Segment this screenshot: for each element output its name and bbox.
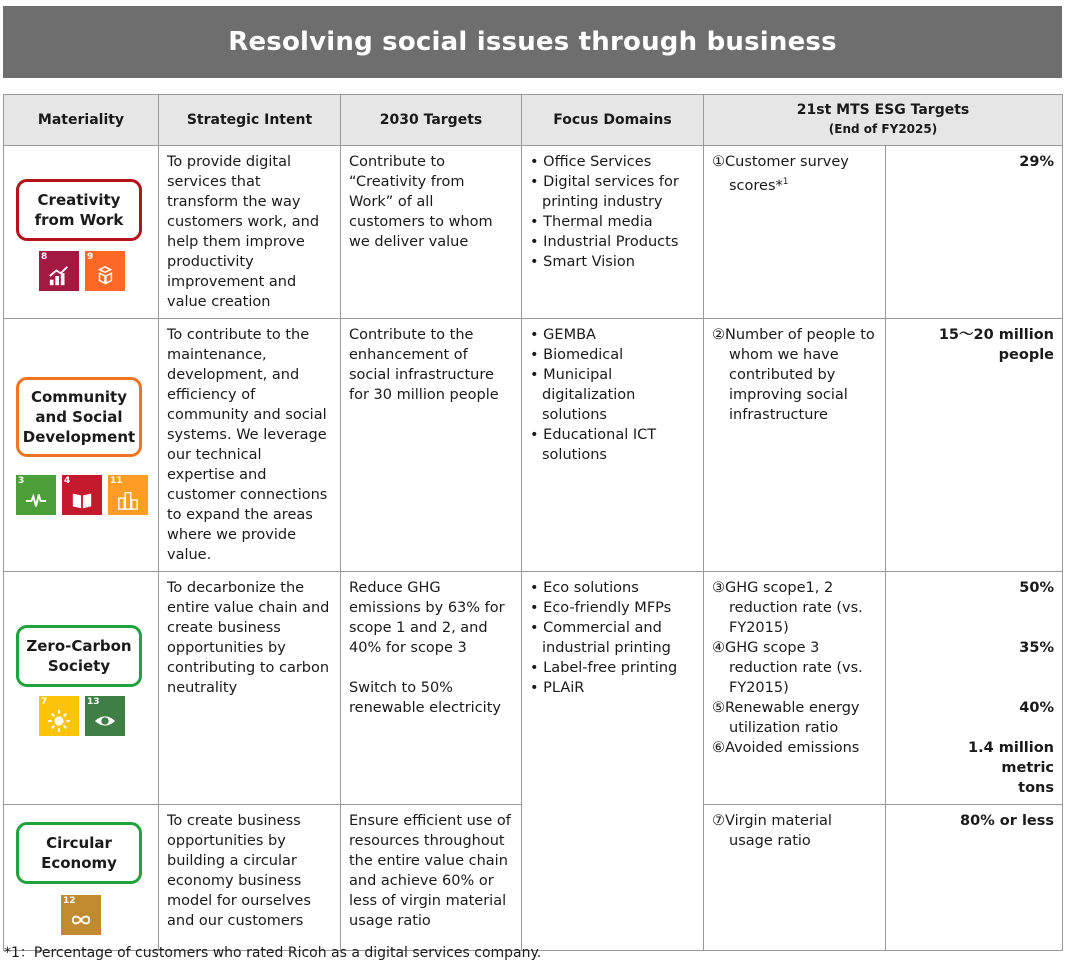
target-2030-text: Switch to 50% renewable electricity bbox=[349, 680, 501, 716]
focus-domains-cell bbox=[522, 572, 704, 951]
materiality-cell bbox=[4, 146, 159, 319]
sdg-icons bbox=[39, 696, 125, 736]
esg-target-label-cell: ①Customer survey scores*$^1$ bbox=[704, 146, 886, 319]
esg-target-value-cell: 15～20 million people bbox=[886, 319, 1063, 572]
header-materiality: Materiality bbox=[4, 95, 159, 146]
sdg-12-icon: 12 bbox=[61, 895, 101, 935]
page-banner: Resolving social issues through business bbox=[3, 6, 1062, 78]
focus-domains-cell bbox=[522, 319, 704, 572]
sun-icon bbox=[48, 710, 70, 732]
materiality-badge: Community and Social Development bbox=[16, 377, 142, 457]
materiality-badge: Circular Economy bbox=[16, 822, 142, 884]
sdg-icons bbox=[61, 895, 101, 935]
materiality-table bbox=[3, 94, 1063, 951]
strategic-intent-cell: To provide digital services that transform the way customers work, and help them improve productivity improvement and value creation bbox=[159, 146, 341, 319]
esg-target-label-cell: ③GHG scope1, 2 reduction rate (vs. FY2015) ④GHG scope 3 reduction rate (vs. FY2015) ⑤Renewable energy utilization ratio ⑥Avoided emissions bbox=[704, 572, 886, 805]
city-icon bbox=[117, 489, 139, 511]
table-row bbox=[4, 319, 1063, 572]
target-2030-cell bbox=[341, 572, 522, 805]
target-2030-cell: Ensure efficient use of resources throughout the entire value chain and achieve 60% or less of virgin material usage ratio bbox=[341, 805, 522, 951]
list-item: • Educational ICT solutions bbox=[530, 427, 657, 463]
esg-target-label-cell: ②Number of people to whom we have contributed by improving social infrastructure bbox=[704, 319, 886, 572]
header-row bbox=[4, 95, 1063, 146]
list-item: • Eco solutions bbox=[530, 580, 639, 596]
sdg-icons bbox=[39, 251, 125, 291]
strategic-intent-cell: To contribute to the maintenance, development, and efficiency of community and social systems. We leverage our technical expertise and customer connections to expand the areas where we provide value. bbox=[159, 319, 341, 572]
infinity-icon bbox=[70, 909, 92, 931]
header-strategic-intent: Strategic Intent bbox=[159, 95, 341, 146]
target-2030-text: Reduce GHG emissions by 63% for scope 1 and 2, and 40% for scope 3 bbox=[349, 580, 505, 656]
sdg-8-icon: 8 bbox=[39, 251, 79, 291]
target-2030-cell: Contribute to “Creativity from Work” of all customers to whom we deliver value bbox=[341, 146, 522, 319]
list-item: • Thermal media bbox=[530, 214, 653, 230]
header-2030-targets: 2030 Targets bbox=[341, 95, 522, 146]
list-item: • Digital services for printing industry bbox=[530, 174, 679, 210]
esg-target-value-cell: 80% or less bbox=[886, 805, 1063, 951]
header-esg-subtitle: (End of FY2025) bbox=[828, 122, 938, 136]
esg-target-value-cell: 50% 35% 40% 1.4 million metric tons bbox=[886, 572, 1063, 805]
esg-target-label-cell: ⑦Virgin material usage ratio bbox=[704, 805, 886, 951]
eye-globe-icon bbox=[94, 710, 116, 732]
list-item: • GEMBA bbox=[530, 327, 596, 343]
sdg-7-icon: 7 bbox=[39, 696, 79, 736]
header-esg-targets bbox=[704, 95, 1063, 146]
list-item: • Label-free printing bbox=[530, 660, 678, 676]
materiality-cell bbox=[4, 805, 159, 951]
list-item: • Smart Vision bbox=[530, 254, 635, 270]
cubes-icon bbox=[94, 265, 116, 287]
sdg-4-icon: 4 bbox=[62, 475, 102, 515]
list-item: • PLAiR bbox=[530, 680, 585, 696]
header-esg-title: 21st MTS ESG Targets bbox=[796, 102, 970, 118]
focus-domains-cell bbox=[522, 146, 704, 319]
book-icon bbox=[71, 489, 93, 511]
header-focus-domains: Focus Domains bbox=[522, 95, 704, 146]
strategic-intent-cell: To decarbonize the entire value chain and create business opportunities by contributing to carbon neutrality bbox=[159, 572, 341, 805]
table-row bbox=[4, 146, 1063, 319]
list-item: • Commercial and industrial printing bbox=[530, 620, 671, 656]
heartbeat-icon bbox=[25, 489, 47, 511]
strategic-intent-cell: To create business opportunities by building a circular economy business model for ourselves and our customers bbox=[159, 805, 341, 951]
list-item: • Eco-friendly MFPs bbox=[530, 600, 672, 616]
list-item: • Office Services bbox=[530, 154, 652, 170]
materiality-badge: Creativity from Work bbox=[16, 179, 142, 241]
list-item: • Biomedical bbox=[530, 347, 624, 363]
materiality-cell bbox=[4, 319, 159, 572]
sdg-9-icon: 9 bbox=[85, 251, 125, 291]
list-item: • Municipal digitalization solutions bbox=[530, 367, 636, 423]
growth-chart-icon bbox=[48, 265, 70, 287]
list-item: • Industrial Products bbox=[530, 234, 679, 250]
materiality-badge: Zero-Carbon Society bbox=[16, 625, 142, 687]
footnote: *1：Percentage of customers who rated Ricoh as a digital services company. bbox=[4, 945, 542, 961]
esg-target-value-cell: 29% bbox=[886, 146, 1063, 319]
sdg-11-icon: 11 bbox=[108, 475, 148, 515]
target-2030-cell: Contribute to the enhancement of social infrastructure for 30 million people bbox=[341, 319, 522, 572]
sdg-3-icon: 3 bbox=[16, 475, 56, 515]
table-row bbox=[4, 572, 1063, 805]
sdg-icons bbox=[16, 475, 148, 515]
materiality-cell bbox=[4, 572, 159, 805]
sdg-13-icon: 13 bbox=[85, 696, 125, 736]
